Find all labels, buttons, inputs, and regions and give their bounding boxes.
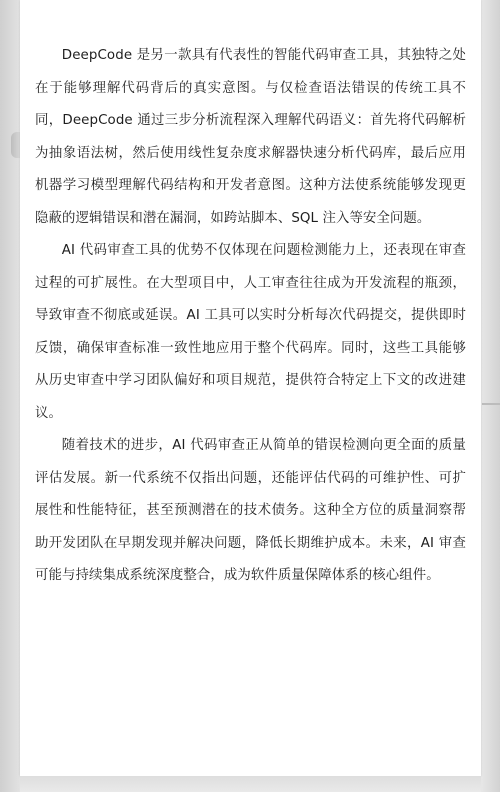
page-edge-shadow-left <box>0 0 20 792</box>
document-page <box>20 0 481 776</box>
page-edge-shadow-right <box>482 0 500 792</box>
paragraph-deepcode: DeepCode 是另一款具有代表性的智能代码审查工具，其独特之处在于能够理解代码背后的真实意图。与仅检查语法错误的传统工具不同，DeepCode 通过三步分析流程深入理解代码语义：首先将代码解析为抽象语法树，然后使用线性复杂度求解器快速分析代码库，最后应用机器学习模型理解代码结构和开发者意图。这种方法使系统能够发现更隐蔽的逻辑错误和潜在漏洞，如跨站脚本、SQL 注入等安全问题。 <box>35 48 466 226</box>
paragraph-advantages: AI 代码审查工具的优势不仅体现在问题检测能力上，还表现在审查过程的可扩展性。在大型项目中，人工审查往往成为开发流程的瓶颈，导致审查不彻底或延误。AI 工具可以实时分析每次代码提交，提供即时反馈，确保审查标准一致性地应用于整个代码库。同时，这些工具能够从历史审查中学习团队偏好和项目规范，提供符合特定上下文的改进建议。 <box>35 243 466 421</box>
page-binding-tab <box>11 132 20 158</box>
paragraph-future: 随着技术的进步，AI 代码审查正从简单的错误检测向更全面的质量评估发展。新一代系统不仅指出问题，还能评估代码的可维护性、可扩展性和性能特征，甚至预测潜在的技术债务。这种全方位的质量洞察帮助开发团队在早期发现并解决问题，降低长期维护成本。未来，AI 审查可能与持续集成系统深度整合，成为软件质量保障体系的核心组件。 <box>35 438 466 583</box>
document-body <box>35 40 466 593</box>
page-bottom-edge <box>20 776 481 792</box>
page-edge-mark <box>482 403 500 405</box>
